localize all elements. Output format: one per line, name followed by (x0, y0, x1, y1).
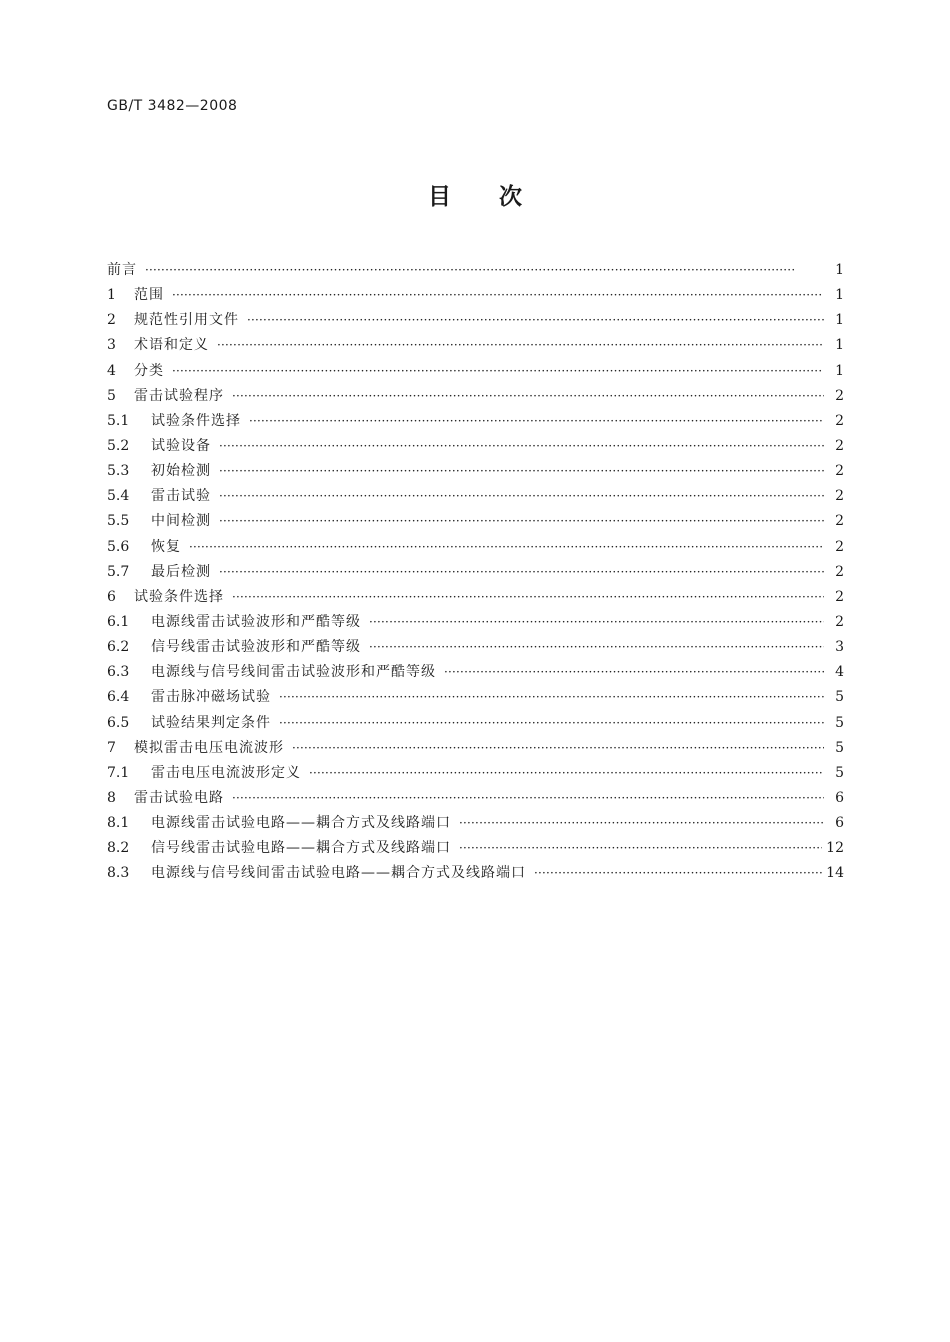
toc-entry-title: 电源线雷击试验波形和严酷等级 (151, 613, 361, 630)
toc-entry-title: 信号线雷击试验电路——耦合方式及线路端口 (151, 840, 451, 857)
toc-entry-title: 信号线雷击试验波形和严酷等级 (151, 639, 361, 656)
dot-leader (279, 685, 824, 710)
toc-entry-page-number: 2 (835, 613, 844, 630)
dot-leader (232, 786, 824, 811)
toc-entry[interactable] (107, 585, 844, 610)
toc-entry-number: 1 (107, 287, 116, 304)
toc-entry-page-number: 2 (835, 513, 844, 530)
toc-entry-title: 范围 (134, 287, 164, 304)
dot-leader (145, 258, 824, 283)
toc-entry-number: 5.3 (107, 463, 130, 480)
toc-entry-page-number: 12 (826, 840, 844, 857)
dot-leader (459, 811, 824, 836)
toc-entry-page-number: 2 (835, 387, 844, 404)
toc-entry[interactable] (107, 560, 844, 585)
dot-leader (219, 509, 824, 534)
dot-leader (369, 635, 824, 660)
toc-entry-page-number: 2 (835, 563, 844, 580)
toc-entry[interactable] (107, 711, 844, 736)
document-code: GB/T 3482—2008 (107, 98, 238, 114)
dot-leader (219, 484, 824, 509)
toc-entry-number: 5.6 (107, 538, 130, 555)
toc-entry-number: 4 (107, 362, 116, 379)
toc-entry[interactable] (107, 610, 844, 635)
dot-leader (534, 861, 822, 886)
toc-entry-number: 7.1 (107, 764, 130, 781)
dot-leader (189, 535, 824, 560)
toc-title: 目次 (428, 184, 570, 210)
toc-entry-page-number: 1 (835, 362, 844, 379)
toc-entry[interactable] (107, 333, 844, 358)
toc-entry-number: 8.1 (107, 815, 130, 832)
toc-entry[interactable] (107, 384, 844, 409)
dot-leader (172, 359, 824, 384)
toc-entry[interactable] (107, 258, 844, 283)
toc-entry-number: 6.4 (107, 689, 130, 706)
toc-entry[interactable] (107, 409, 844, 434)
dot-leader (219, 434, 824, 459)
toc-entry-number: 6.2 (107, 639, 130, 656)
table-of-contents (107, 258, 844, 887)
toc-entry-number: 8.3 (107, 865, 130, 882)
toc-entry-title: 中间检测 (151, 513, 211, 530)
dot-leader (219, 560, 824, 585)
toc-entry-title: 最后检测 (151, 563, 211, 580)
toc-entry-title: 试验条件选择 (134, 588, 224, 605)
toc-entry-page-number: 6 (835, 789, 844, 806)
dot-leader (249, 409, 824, 434)
toc-entry-title: 电源线与信号线间雷击试验电路——耦合方式及线路端口 (151, 865, 526, 882)
toc-entry-number: 6.5 (107, 714, 130, 731)
dot-leader (279, 711, 824, 736)
toc-entry-page-number: 2 (835, 463, 844, 480)
toc-entry-page-number: 14 (826, 865, 844, 882)
toc-entry-number: 3 (107, 337, 116, 354)
toc-entry[interactable] (107, 434, 844, 459)
toc-entry-page-number: 5 (835, 739, 844, 756)
toc-entry[interactable] (107, 761, 844, 786)
dot-leader (217, 333, 824, 358)
toc-entry-number: 7 (107, 739, 116, 756)
toc-entry[interactable] (107, 509, 844, 534)
toc-entry-title: 雷击试验电路 (134, 789, 224, 806)
toc-entry-page-number: 2 (835, 412, 844, 429)
toc-entry-title: 术语和定义 (134, 337, 209, 354)
toc-entry-number: 6 (107, 588, 116, 605)
toc-entry-page-number: 1 (835, 287, 844, 304)
toc-entry[interactable] (107, 811, 844, 836)
toc-entry[interactable] (107, 459, 844, 484)
toc-entry[interactable] (107, 786, 844, 811)
dot-leader (219, 459, 824, 484)
toc-entry-title: 雷击电压电流波形定义 (151, 764, 301, 781)
toc-entry-title: 雷击试验程序 (134, 387, 224, 404)
toc-entry-page-number: 5 (835, 689, 844, 706)
toc-entry-page-number: 1 (835, 312, 844, 329)
toc-entry-page-number: 3 (835, 639, 844, 656)
toc-entry-title: 雷击试验 (151, 488, 211, 505)
toc-entry-page-number: 4 (835, 664, 844, 681)
toc-entry-page-number: 2 (835, 538, 844, 555)
toc-entry-number: 6.1 (107, 613, 130, 630)
dot-leader (369, 610, 824, 635)
toc-entry-title: 初始检测 (151, 463, 211, 480)
toc-entry-number: 5.7 (107, 563, 130, 580)
toc-entry[interactable] (107, 660, 844, 685)
toc-entry-number: 8.2 (107, 840, 130, 857)
toc-entry[interactable] (107, 861, 844, 886)
dot-leader (459, 836, 822, 861)
toc-entry[interactable] (107, 836, 844, 861)
toc-entry-number: 5.2 (107, 437, 130, 454)
toc-entry-title: 恢复 (151, 538, 181, 555)
toc-entry-title: 模拟雷击电压电流波形 (134, 739, 284, 756)
dot-leader (309, 761, 824, 786)
toc-entry-number: 2 (107, 312, 116, 329)
toc-entry[interactable] (107, 484, 844, 509)
toc-entry-title: 雷击脉冲磁场试验 (151, 689, 271, 706)
toc-entry-page-number: 2 (835, 488, 844, 505)
toc-entry-title: 电源线雷击试验电路——耦合方式及线路端口 (151, 815, 451, 832)
dot-leader (444, 660, 824, 685)
toc-entry[interactable] (107, 736, 844, 761)
toc-entry[interactable] (107, 359, 844, 384)
toc-entry-number: 5.1 (107, 412, 130, 429)
toc-entry-page-number: 6 (835, 815, 844, 832)
dot-leader (292, 736, 824, 761)
toc-entry-number: 5.5 (107, 513, 130, 530)
toc-entry-number: 5.4 (107, 488, 130, 505)
toc-entry-number: 5 (107, 387, 116, 404)
toc-entry-page-number: 2 (835, 437, 844, 454)
dot-leader (232, 384, 824, 409)
toc-entry-page-number: 5 (835, 714, 844, 731)
toc-entry-title: 分类 (134, 362, 164, 379)
toc-entry-title: 试验结果判定条件 (151, 714, 271, 731)
toc-entry[interactable] (107, 685, 844, 710)
toc-entry-page-number: 5 (835, 764, 844, 781)
dot-leader (247, 308, 824, 333)
toc-entry-title: 试验设备 (151, 437, 211, 454)
dot-leader (172, 283, 824, 308)
toc-entry[interactable] (107, 635, 844, 660)
toc-entry[interactable] (107, 308, 844, 333)
toc-entry-title: 前言 (107, 261, 137, 278)
toc-entry-page-number: 1 (835, 261, 844, 278)
toc-entry-number: 6.3 (107, 664, 130, 681)
toc-entry[interactable] (107, 283, 844, 308)
toc-entry-page-number: 1 (835, 337, 844, 354)
toc-entry-page-number: 2 (835, 588, 844, 605)
toc-entry-title: 规范性引用文件 (134, 312, 239, 329)
toc-entry[interactable] (107, 535, 844, 560)
dot-leader (232, 585, 824, 610)
toc-entry-title: 电源线与信号线间雷击试验波形和严酷等级 (151, 664, 436, 681)
toc-entry-title: 试验条件选择 (151, 412, 241, 429)
toc-entry-number: 8 (107, 789, 116, 806)
